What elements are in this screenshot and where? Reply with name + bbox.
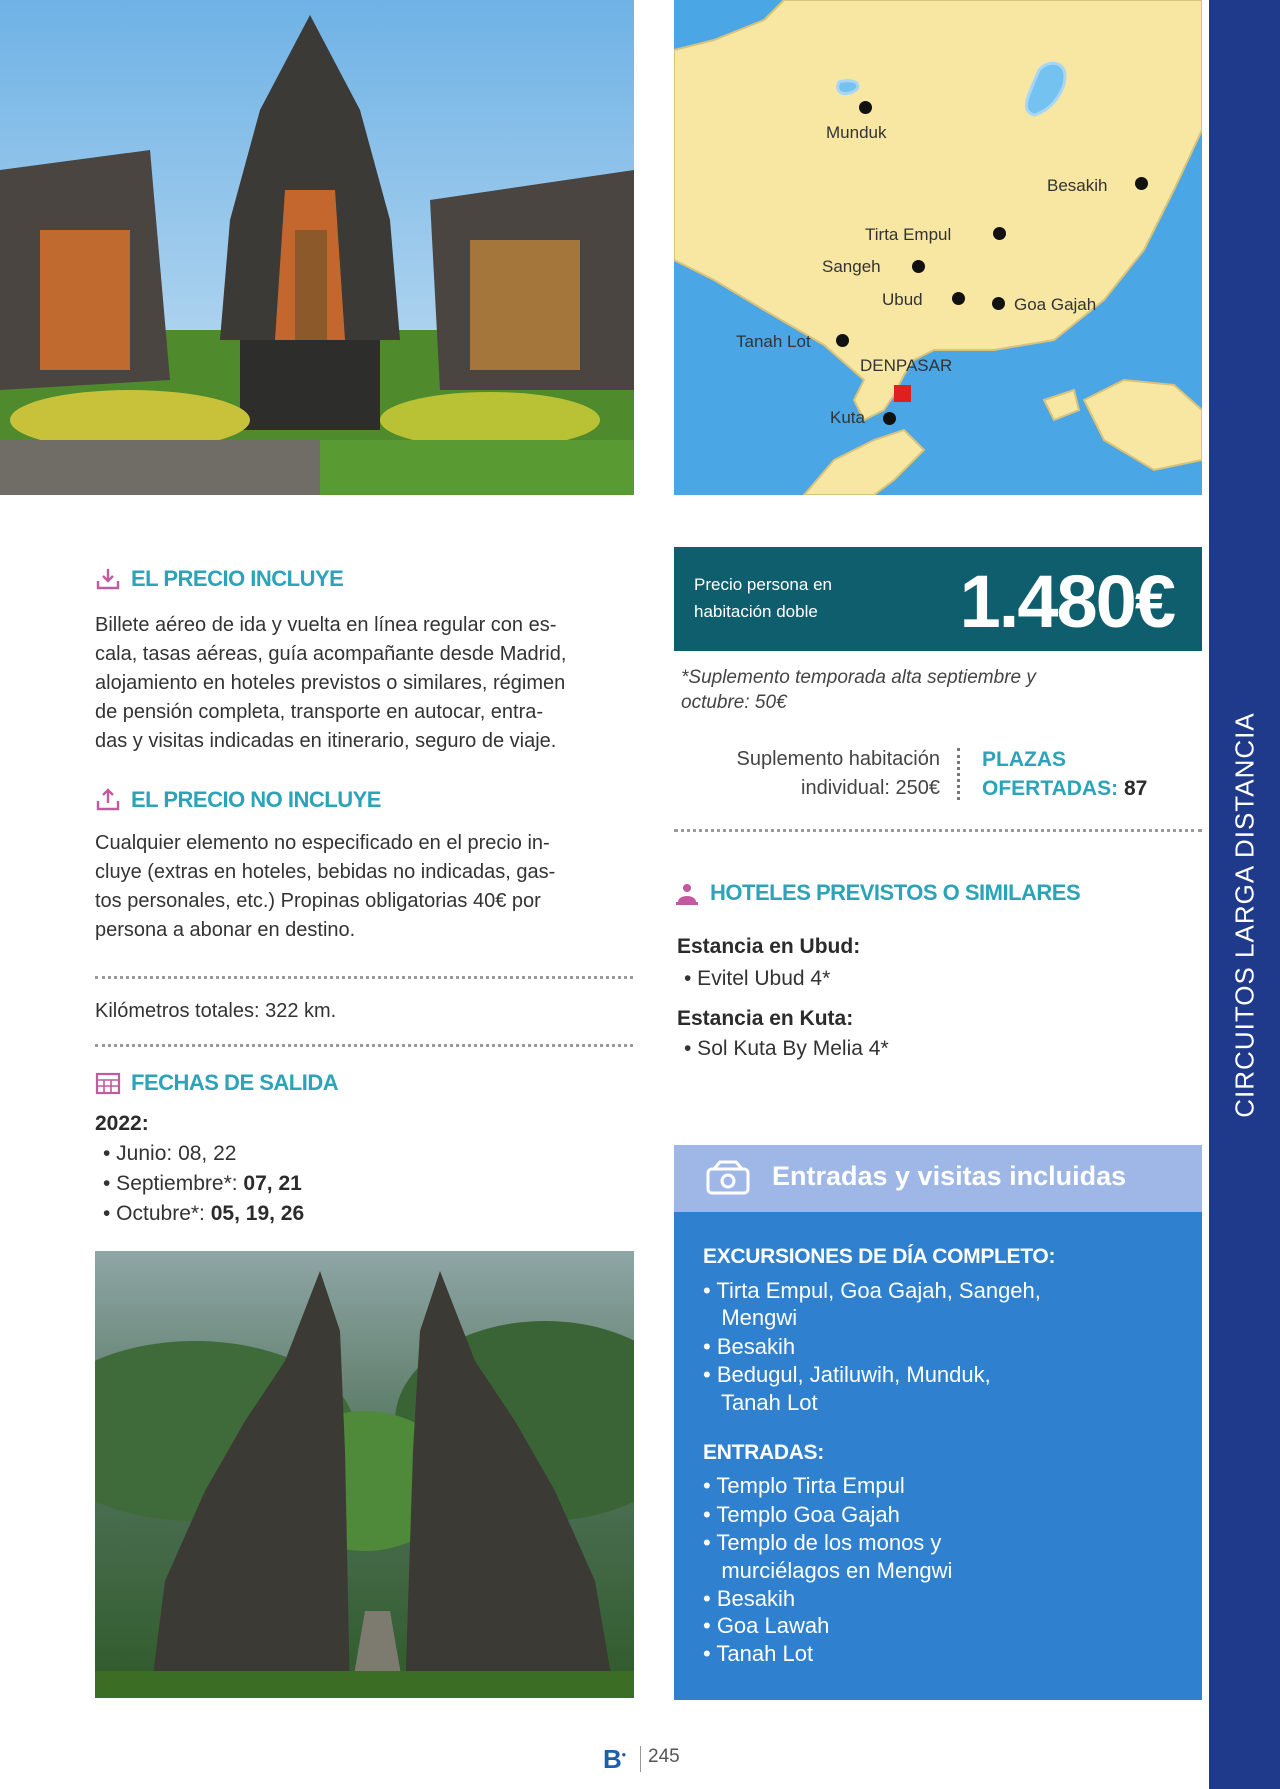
hotels-title	[674, 880, 1080, 906]
date-days: 05, 19, 26	[210, 1202, 305, 1225]
date-days: 08, 22	[178, 1142, 237, 1165]
price-includes-line: cala, tasas aéreas, guía acompañante desde Madrid,	[95, 643, 567, 665]
side-band	[1209, 0, 1280, 1789]
price-excludes-title	[95, 787, 381, 813]
entries-title: ENTRADAS:	[703, 1441, 824, 1464]
price-excludes-line: Cualquier elemento no especificado en el precio in-	[95, 832, 550, 854]
entry-item: • Tanah Lot	[703, 1641, 814, 1666]
map-label-munduk: Munduk	[826, 123, 887, 142]
km-total: Kilómetros totales: 322 km.	[95, 1000, 337, 1022]
departure-year: 2022:	[95, 1112, 149, 1135]
date-item-october	[103, 1202, 304, 1226]
footer-separator	[640, 1746, 641, 1772]
sangeh-marker	[912, 260, 925, 273]
kuta-marker	[883, 412, 896, 425]
vertical-divider	[957, 748, 960, 800]
calendar-icon	[95, 1070, 121, 1096]
price-excludes-line: tos personales, etc.) Propinas obligatorias 40€ por	[95, 890, 541, 912]
date-item-june	[103, 1142, 236, 1166]
price-includes-text	[95, 611, 635, 756]
tickets-icon	[704, 1159, 752, 1199]
entry-item: murciélagos en Mengwi	[703, 1558, 953, 1583]
stay-hotel-ubud: • Evitel Ubud 4*	[684, 967, 831, 990]
stay-heading-kuta: Estancia en Kuta:	[677, 1007, 854, 1030]
excursion-item: • Besakih	[703, 1334, 796, 1359]
excursion-item: • Tirta Empul, Goa Gajah, Sangeh,	[703, 1278, 1041, 1303]
price-includes-line: Billete aéreo de ida y vuelta en línea regular con es-	[95, 614, 557, 636]
bali-map	[674, 0, 1202, 495]
plazas-line	[982, 774, 1147, 803]
upload-tray-icon	[95, 787, 121, 813]
date-month: • Junio:	[103, 1142, 179, 1165]
visits-body	[674, 1212, 1202, 1700]
map-label-ubud: Ubud	[882, 290, 923, 309]
date-month: • Septiembre*:	[103, 1172, 244, 1195]
price-amount: 1.480€	[959, 560, 1174, 643]
note-line: octubre: 50€	[681, 692, 787, 713]
map-label-denpasar: DENPASAR	[860, 356, 953, 375]
stay-heading-ubud: Estancia en Ubud:	[677, 935, 861, 958]
goa-gajah-marker	[992, 297, 1005, 310]
plazas-label: OFERTADAS:	[982, 777, 1124, 800]
price-excludes-line: persona a abonar en destino.	[95, 919, 356, 941]
price-excludes-text	[95, 829, 635, 945]
brand-logo-letter: B	[603, 1744, 622, 1774]
single-supplement-line: Suplemento habitación	[736, 748, 940, 770]
note-line: *Suplemento temporada alta septiembre y	[681, 667, 1036, 688]
map-label-sangeh: Sangeh	[822, 257, 881, 276]
price-includes-line: alojamiento en hoteles previstos o similares, régimen	[95, 672, 566, 694]
price-excludes-line: cluye (extras en hoteles, bebidas no indicadas, gas-	[95, 861, 556, 883]
map-label-tanah-lot: Tanah Lot	[736, 332, 811, 351]
divider	[95, 1044, 633, 1047]
side-band-label: CIRCUITOS LARGA DISTANCIA	[1229, 712, 1259, 1118]
tirta-empul-marker	[993, 227, 1006, 240]
map-label-goa-gajah: Goa Gajah	[1014, 295, 1097, 314]
visits-box	[674, 1145, 1202, 1700]
date-item-september	[103, 1172, 302, 1196]
excursion-item: Mengwi	[703, 1305, 798, 1330]
price-includes-title-text: EL PRECIO INCLUYE	[131, 566, 344, 591]
excursion-item: • Bedugul, Jatiluwih, Munduk,	[703, 1362, 991, 1387]
map-label-tirta-empul: Tirta Empul	[865, 225, 952, 244]
price-includes-title	[95, 566, 343, 592]
plazas-line: PLAZAS	[982, 748, 1066, 771]
hotel-bell-icon	[674, 880, 700, 906]
plazas-count: 87	[1123, 777, 1148, 800]
besakih-marker	[1135, 177, 1148, 190]
map-label-kuta: Kuta	[830, 408, 865, 427]
divider	[674, 829, 1202, 832]
brand-logo: B•	[603, 1744, 626, 1774]
price-excludes-title-text: EL PRECIO NO INCLUYE	[131, 787, 381, 812]
stay-hotel-kuta: • Sol Kuta By Melia 4*	[684, 1037, 889, 1060]
excursion-item: Tanah Lot	[703, 1390, 818, 1415]
bali-gates-photo	[95, 1251, 634, 1698]
page-number: 245	[648, 1746, 680, 1767]
divider	[95, 976, 633, 979]
ubud-marker	[952, 292, 965, 305]
hotels-title-text: HOTELES PREVISTOS O SIMILARES	[710, 880, 1081, 905]
entry-item: • Templo Tirta Empul	[703, 1473, 905, 1498]
munduk-marker	[859, 101, 872, 114]
download-tray-icon	[95, 566, 121, 592]
date-days: 07, 21	[243, 1172, 302, 1195]
single-supplement-line: individual: 250€	[801, 777, 940, 799]
map-label-besakih: Besakih	[1047, 176, 1108, 195]
departure-dates-title	[95, 1070, 338, 1096]
tanah-lot-marker	[836, 334, 849, 347]
price-label-line: habitación doble	[694, 602, 818, 621]
single-supplement	[680, 745, 940, 803]
excursions-title: EXCURSIONES DE DÍA COMPLETO:	[703, 1245, 1056, 1268]
entry-item: • Besakih	[703, 1586, 796, 1611]
season-supplement-note	[681, 665, 1161, 715]
entry-item: • Goa Lawah	[703, 1613, 830, 1638]
offered-seats	[982, 745, 1147, 803]
price-includes-line: de pensión completa, transporte en autocar, entra-	[95, 701, 544, 723]
price-label	[694, 571, 894, 625]
price-label-line: Precio persona en	[694, 575, 832, 594]
visits-header	[674, 1145, 1202, 1212]
visits-title: Entradas y visitas incluidas	[772, 1161, 1127, 1191]
date-month: • Octubre*:	[103, 1202, 211, 1225]
price-includes-line: das y visitas indicadas en itinerario, seguro de viaje.	[95, 730, 557, 752]
entry-item: • Templo de los monos y	[703, 1530, 942, 1555]
price-box	[674, 547, 1202, 651]
entry-item: • Templo Goa Gajah	[703, 1502, 900, 1527]
temple-photo	[0, 0, 634, 495]
departure-dates-title-text: FECHAS DE SALIDA	[131, 1070, 339, 1095]
